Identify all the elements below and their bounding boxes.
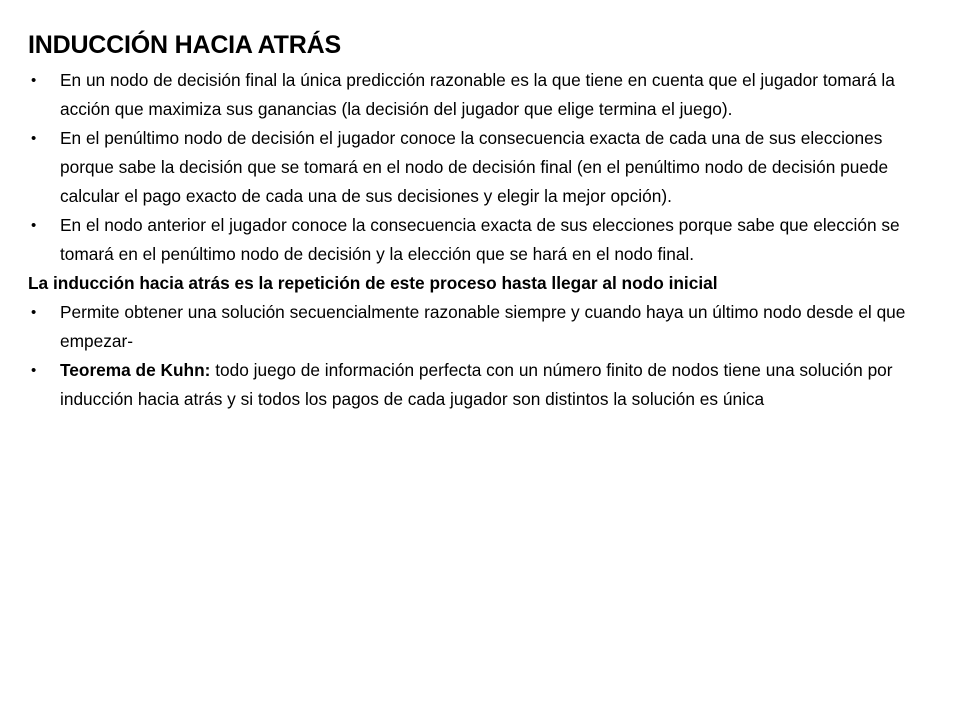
slide-title: INDUCCIÓN HACIA ATRÁS: [28, 31, 341, 59]
bullet-item: [28, 356, 933, 414]
bullet-marker: •: [31, 217, 37, 234]
bullet-text: todo juego de información perfecta con un número finito de nodos tiene una solución por inducción hacia atrás y si todos los pagos de cada jugador son distintos la solución es única: [60, 360, 893, 409]
bullet-marker: •: [31, 304, 37, 321]
bullet-item: [28, 211, 933, 269]
bullet-item: [28, 124, 933, 211]
bullet-text: En el nodo anterior el jugador conoce la consecuencia exacta de sus elecciones porque sabe que elección se tomará en el penúltimo nodo de decisión y la elección que se hará en el nodo final.: [60, 215, 900, 264]
bullet-marker: •: [31, 72, 37, 89]
theorem-label: Teorema de Kuhn:: [60, 360, 211, 380]
bullet-marker: •: [31, 130, 37, 147]
bullet-marker: •: [31, 362, 37, 379]
bullet-text: En un nodo de decisión final la única predicción razonable es la que tiene en cuenta que el jugador tomará la acción que maximiza sus ganancias (la decisión del jugador que elige termina el juego).: [60, 70, 895, 119]
bullet-item: [28, 66, 933, 124]
bullet-text: Permite obtener una solución secuencialmente razonable siempre y cuando haya un último nodo desde el que empezar-: [60, 302, 906, 351]
bullet-item: [28, 298, 933, 356]
bullet-text: En el penúltimo nodo de decisión el jugador conoce la consecuencia exacta de cada una de sus elecciones porque sabe la decisión que se tomará en el nodo de decisión final (en el penúltimo nodo de decisión puede calcular el pago exacto de cada una de sus decisiones y elegir la mejor opción).: [60, 128, 889, 206]
slide-content: [28, 28, 933, 414]
section-subheading: La inducción hacia atrás es la repetición de este proceso hasta llegar al nodo inicial: [28, 273, 718, 293]
